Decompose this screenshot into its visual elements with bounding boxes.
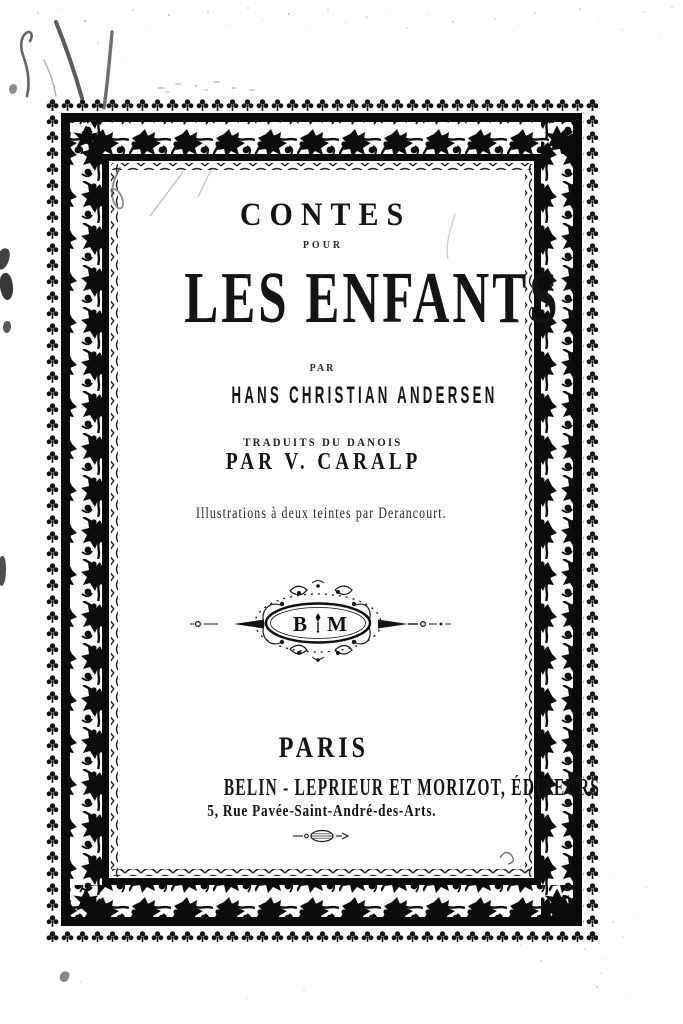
ink-blotch	[58, 970, 70, 983]
translator-name-text: PAR V. CARALP	[225, 449, 422, 475]
main-title	[118, 255, 561, 338]
imprint-city-text: PARIS	[278, 731, 369, 764]
ink-blotch	[0, 272, 15, 301]
imprint-publisher-text: BELIN - LEPRIEUR ET MORIZOT, ÉDITEURS	[223, 775, 601, 801]
translation-note-text: TRADUITS DU DANOIS	[242, 435, 403, 449]
emblem-letter-m: M	[327, 612, 347, 636]
imprint-address-text: 5, Rue Pavée-Saint-André-des-Arts.	[206, 801, 437, 820]
series-link-word-text: POUR	[302, 240, 344, 251]
ink-blotch	[0, 556, 6, 586]
author-link-word	[118, 363, 525, 374]
main-title-text: LES ENFANTS	[184, 255, 561, 338]
imprint-address	[118, 801, 525, 821]
left-arrow-point	[234, 620, 264, 629]
series-link-word	[118, 240, 525, 251]
tailpiece-fleuron	[293, 828, 351, 844]
right-arrow-point	[378, 620, 408, 629]
publisher-monogram-vignette	[190, 577, 452, 663]
author-link-word-text: PAR	[309, 363, 336, 374]
illustration-credit	[118, 505, 525, 523]
ink-blotch	[3, 321, 11, 333]
translator-name	[118, 449, 525, 476]
author-name-text: HANS CHRISTIAN ANDERSEN	[231, 382, 498, 409]
imprint-publisher	[118, 775, 601, 802]
imprint-city	[118, 731, 525, 765]
pencil-scribble-top-left	[21, 22, 112, 108]
illustration-credit-text: Illustrations à deux teintes par Derancourt.	[196, 505, 447, 522]
right-tail-ornament	[408, 622, 451, 627]
emblem-letter-b: B	[292, 612, 308, 636]
faded-stamp-marks	[158, 82, 254, 92]
author-name	[118, 382, 525, 410]
ink-blotch	[0, 247, 11, 271]
series-title-text: CONTES	[239, 196, 412, 233]
ink-blotch	[9, 84, 17, 94]
translation-note	[118, 435, 525, 450]
scan-speckles	[0, 0, 2, 2]
series-title	[118, 198, 525, 232]
